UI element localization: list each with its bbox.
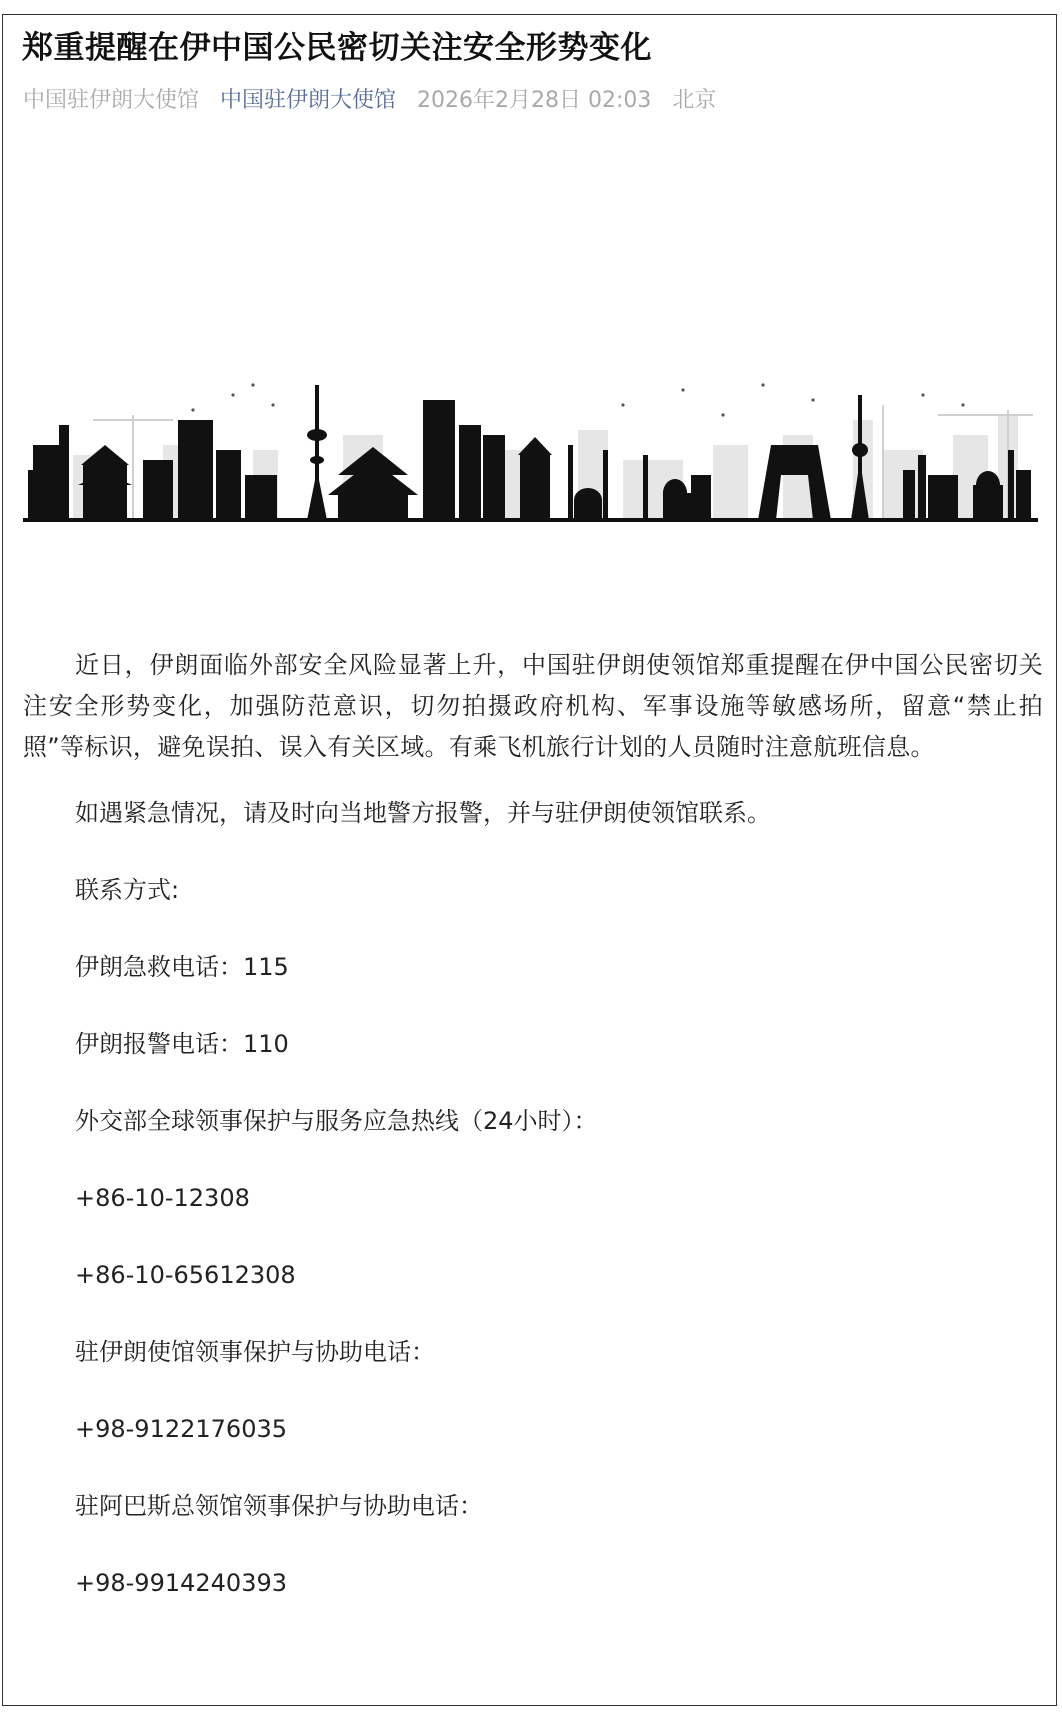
paragraph-emergency-notice: 如遇紧急情况，请及时向当地警方报警，并与驻伊朗使领馆联系。 <box>75 799 771 827</box>
article-author: 中国驻伊朗大使馆 <box>23 88 200 113</box>
paragraph-ambulance-phone: 伊朗急救电话：115 <box>75 953 289 981</box>
paragraph-embassy-heading: 驻伊朗使馆领事保护与协助电话： <box>75 1338 435 1366</box>
article-body <box>23 645 1043 1640</box>
paragraph-embassy-number: +98-9122176035 <box>75 1415 288 1443</box>
article-lead-paragraph: 近日，伊朗面临外部安全风险显著上升，中国驻伊朗使领馆郑重提醒在伊中国公民密切关注安全形势变化，加强防范意识，切勿拍摄政府机构、军事设施等敏感场所，留意“禁止拍照”等标识，避免误拍、误入有关区域。有乘飞机旅行计划的人员随时注意航班信息。 <box>23 651 1043 761</box>
paragraph-hotline-number-2: +86-10-65612308 <box>75 1261 296 1289</box>
paragraph-hotline-number-1: +86-10-12308 <box>75 1184 250 1212</box>
article-container <box>2 14 1057 1706</box>
paragraph-contact-heading: 联系方式: <box>75 876 180 904</box>
article-meta <box>23 85 730 117</box>
paragraph-consulate-number: +98-9914240393 <box>75 1569 288 1597</box>
paragraph-police-phone: 伊朗报警电话：110 <box>75 1030 289 1058</box>
article-title: 郑重提醒在伊中国公民密切关注安全形势变化 <box>22 30 652 66</box>
paragraph-hotline-heading: 外交部全球领事保护与服务应急热线（24小时）： <box>75 1107 598 1135</box>
publish-location: 北京 <box>672 88 717 113</box>
paragraph-consulate-heading: 驻阿巴斯总领馆领事保护与协助电话： <box>75 1492 483 1520</box>
city-skyline-illustration <box>23 375 1038 525</box>
account-name-link[interactable]: 中国驻伊朗大使馆 <box>220 88 397 113</box>
publish-time: 2026年2月28日 02:03 <box>417 88 652 113</box>
